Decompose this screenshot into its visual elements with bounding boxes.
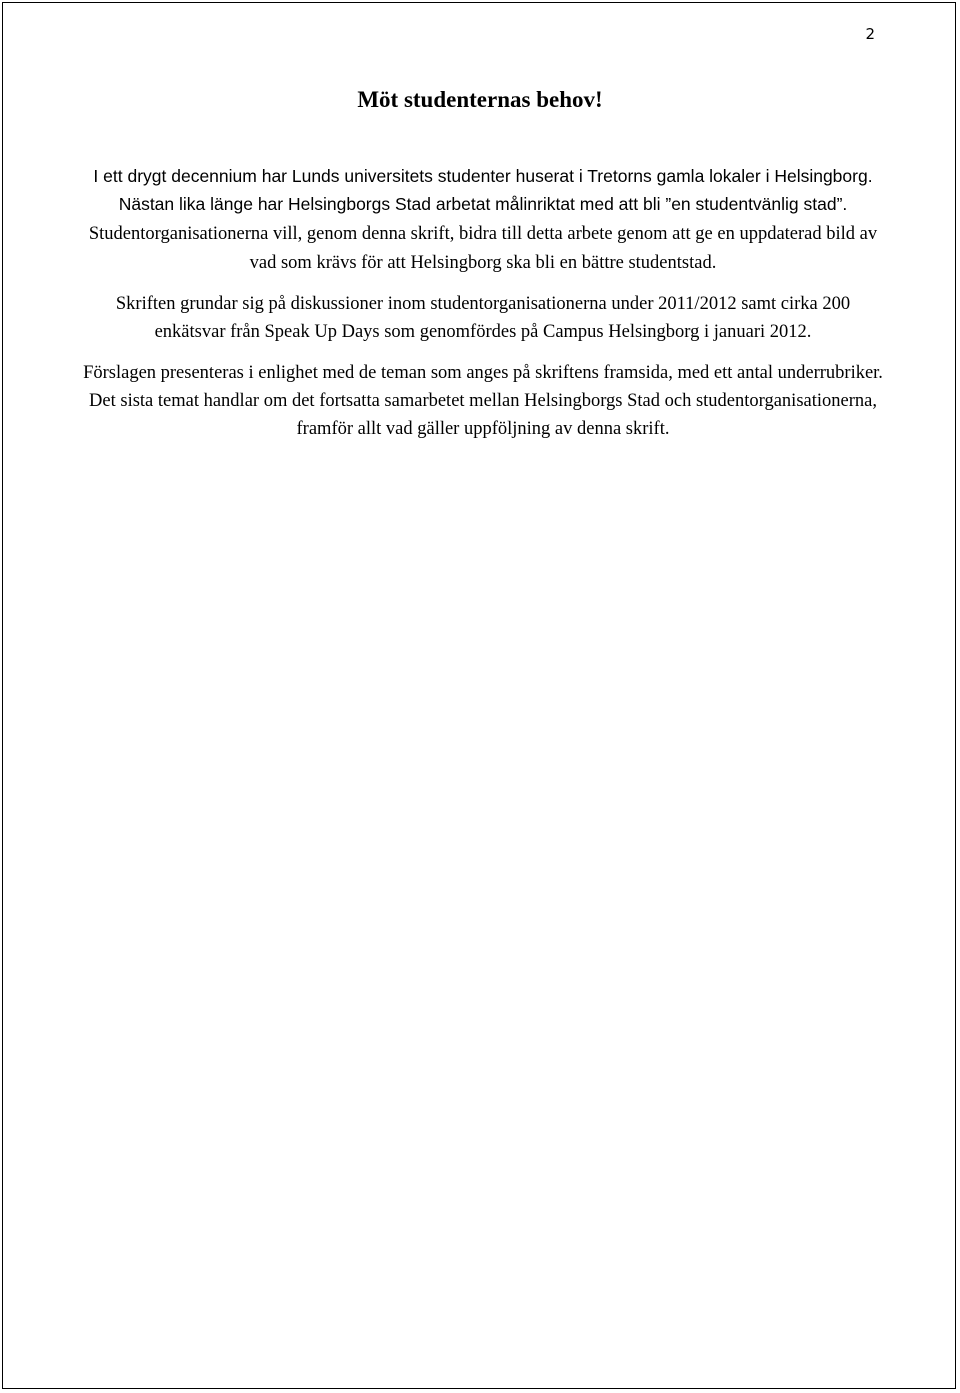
paragraph-intro-part1: I ett drygt decennium har Lunds universitets studenter huserat i Tretorns gamla lokaler i Helsingborg. Nästan lika länge har Helsingborgs Stad arbetat målinriktat med att bli ”en studentvänlig stad”. <box>93 166 873 214</box>
body-text <box>83 162 883 456</box>
document-page <box>2 2 956 1389</box>
paragraph-intro <box>83 162 883 277</box>
page-number: 2 <box>865 25 875 43</box>
paragraph-proposals: Förslagen presenteras i enlighet med de teman som anges på skriftens framsida, med ett antal underrubriker. Det sista temat handlar om det fortsatta samarbetet mellan Helsingborgs Stad och studentorganisationerna, framför allt vad gäller uppföljning av denna skrift. <box>83 363 883 439</box>
paragraph-basis: Skriften grundar sig på diskussioner inom studentorganisationerna under 2011/2012 samt cirka 200 enkätsvar från Speak Up Days som genomfördes på Campus Helsingborg i januari 2012. <box>115 294 851 342</box>
paragraph-intro-part2: Studentorganisationerna vill, genom denna skrift, bidra till detta arbete genom att ge en uppdaterad bild av vad som krävs för att Helsingborg ska bli en bättre studentstad. <box>88 224 878 273</box>
page-title: Möt studenternas behov! <box>357 87 603 112</box>
